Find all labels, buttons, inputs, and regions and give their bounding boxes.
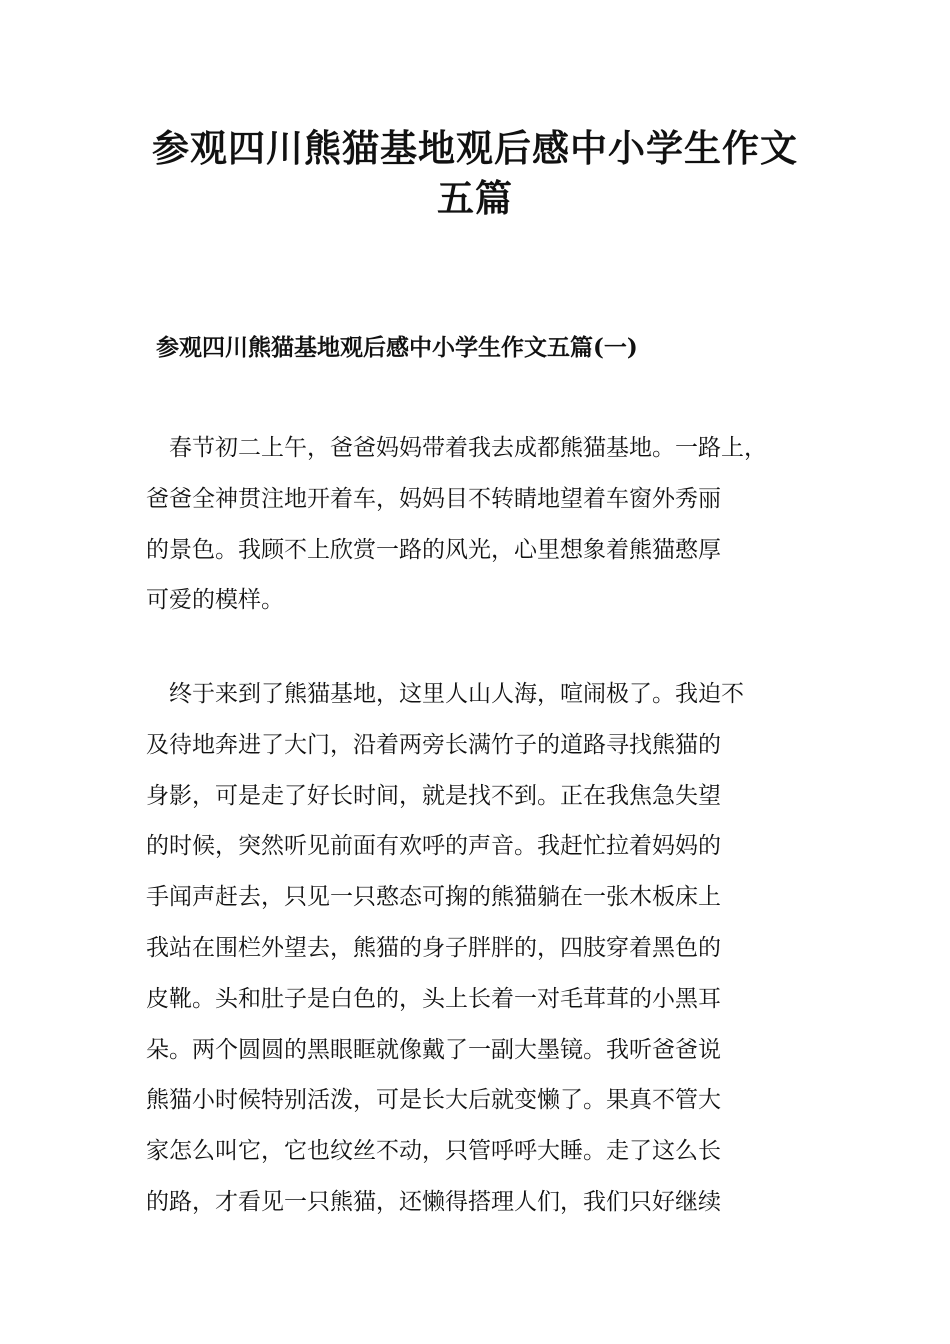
- paragraph-line: 身影，可是走了好长时间，就是找不到。正在我焦急失望: [146, 782, 721, 809]
- paragraph-line: 的路，才看见一只熊猫，还懒得搭理人们，我们只好继续: [146, 1188, 721, 1215]
- paragraph-line: 的景色。我顾不上欣赏一路的风光，心里想象着熊猫憨厚: [146, 536, 721, 563]
- paragraph-2: [146, 669, 744, 1228]
- paragraph-line: 熊猫小时候特别活泼，可是长大后就变懒了。果真不管大: [146, 1087, 721, 1114]
- paragraph-line: 我站在围栏外望去，熊猫的身子胖胖的，四肢穿着黑色的: [146, 934, 721, 961]
- paragraph-1: [146, 423, 767, 626]
- paragraph-line: 手闻声赶去，只见一只憨态可掬的熊猫躺在一张木板床上: [146, 884, 721, 911]
- paragraph-line: 朵。两个圆圆的黑眼眶就像戴了一副大墨镜。我听爸爸说: [146, 1036, 721, 1063]
- paragraph-line: 终于来到了熊猫基地，这里人山人海，喧闹极了。我迫不: [169, 681, 744, 707]
- title-line: 参观四川熊猫基地观后感中小学生作文: [152, 127, 798, 170]
- paragraph-line: 家怎么叫它，它也纹丝不动，只管呼呼大睡。走了这么长: [146, 1138, 721, 1165]
- paragraph-line: 春节初二上午，爸爸妈妈带着我去成都熊猫基地。一路上，: [169, 435, 767, 461]
- title-line: 五篇: [437, 177, 513, 220]
- section-heading: 参观四川熊猫基地观后感中小学生作文五篇(一): [156, 334, 638, 361]
- paragraph-line: 爸爸全神贯注地开着车，妈妈目不转睛地望着车窗外秀丽: [146, 485, 721, 512]
- paragraph-line: 及待地奔进了大门，沿着两旁长满竹子的道路寻找熊猫的: [146, 731, 721, 758]
- document-title: [120, 124, 830, 224]
- paragraph-line: 的时候，突然听见前面有欢呼的声音。我赶忙拉着妈妈的: [146, 833, 721, 860]
- paragraph-line: 皮靴。头和肚子是白色的，头上长着一对毛茸茸的小黑耳: [146, 985, 721, 1012]
- paragraph-line: 可爱的模样。: [146, 587, 284, 614]
